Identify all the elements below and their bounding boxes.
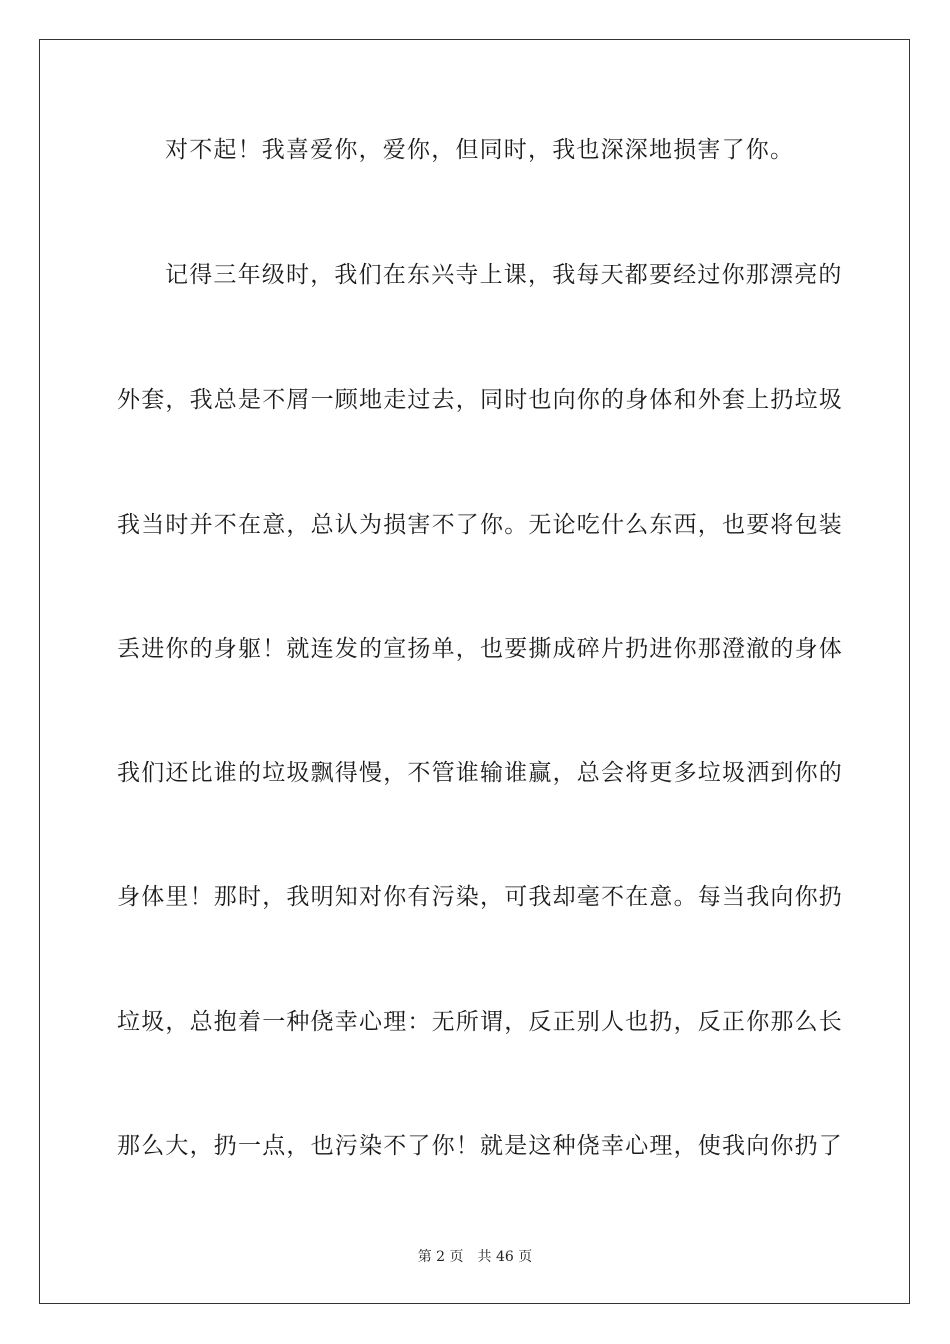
paragraph-2-line-7: 垃圾，总抱着一种侥幸心理：无所谓，反正别人也扔，反正你那么长 [117,1009,843,1035]
paragraph-2-line-4: 丢进你的身躯！就连发的宣扬单，也要撕成碎片扔进你那澄澈的身体 [117,636,843,662]
paragraph-2-line-5: 我们还比谁的垃圾飘得慢，不管谁输谁赢，总会将更多垃圾洒到你的 [117,760,843,786]
paragraph-2-line-1: 记得三年级时，我们在东兴寺上课，我每天都要经过你那漂亮的 [165,262,843,288]
paragraph-2-line-2: 外套，我总是不屑一顾地走过去，同时也向你的身体和外套上扔垃圾 [117,387,843,413]
paragraph-2-line-8: 那么大，扔一点，也污染不了你！就是这种侥幸心理，使我向你扔了 [117,1133,843,1159]
page-footer [0,1248,950,1266]
page-number: 第 2 页 [417,1249,464,1265]
paragraph-1-line-1: 对不起！我喜爱你，爱你，但同时，我也深深地损害了你。 [165,137,795,163]
page-border [39,39,910,1304]
page-total: 共 46 页 [477,1249,533,1265]
paragraph-2-line-3: 我当时并不在意，总认为损害不了你。无论吃什么东西，也要将包装 [117,512,843,538]
paragraph-2-line-6: 身体里！那时，我明知对你有污染，可我却毫不在意。每当我向你扔 [117,884,843,910]
